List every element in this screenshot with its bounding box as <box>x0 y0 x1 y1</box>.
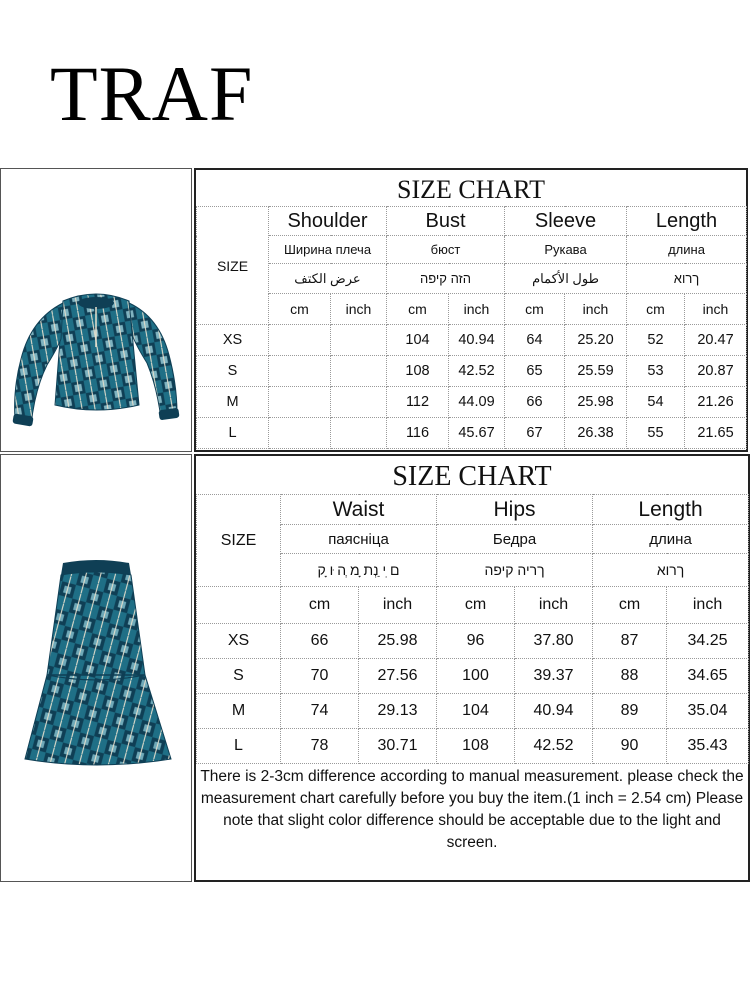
size-cell: L <box>197 418 269 449</box>
measurement-note: There is 2-3cm difference according to manual measurement. please check the measurement chart carefully before you buy the item.(1 inch = 2.54 cm) Please note that slight color difference should be acceptable due to the light and screen. <box>200 768 744 851</box>
table-row <box>197 387 747 418</box>
col-header-length: Length <box>593 495 749 525</box>
table-row <box>197 356 747 387</box>
measurement-cell: 45.67 <box>449 418 505 449</box>
unit-cell: cm <box>281 587 359 624</box>
top-size-chart <box>194 168 748 452</box>
col-header-ru: длина <box>593 525 749 554</box>
table-row <box>197 325 747 356</box>
measurement-cell: 25.98 <box>565 387 627 418</box>
skirt-photo <box>0 454 192 882</box>
unit-cell: cm <box>437 587 515 624</box>
measurement-cell: 90 <box>593 729 667 764</box>
measurement-cell: 35.04 <box>667 694 749 729</box>
measurement-cell: 88 <box>593 659 667 694</box>
unit-cell: cm <box>593 587 667 624</box>
size-header: SIZE <box>197 207 269 325</box>
measurement-cell: 89 <box>593 694 667 729</box>
measurement-cell: 87 <box>593 624 667 659</box>
measurement-cell: 21.26 <box>685 387 747 418</box>
measurement-cell: 44.09 <box>449 387 505 418</box>
measurement-cell: 66 <box>281 624 359 659</box>
measurement-cell: 64 <box>505 325 565 356</box>
unit-cell: inch <box>667 587 749 624</box>
measurement-cell: 25.98 <box>359 624 437 659</box>
measurement-cell: 37.80 <box>515 624 593 659</box>
unit-cell: inch <box>449 294 505 325</box>
table-row <box>197 624 749 659</box>
top-size-table <box>196 206 747 449</box>
chart-title: SIZE CHART <box>397 175 545 204</box>
col-header-sleeve: Sleeve <box>505 207 627 236</box>
measurement-cell: 116 <box>387 418 449 449</box>
bottom-size-table <box>196 494 749 764</box>
unit-cell: inch <box>685 294 747 325</box>
bottom-size-chart <box>194 454 750 882</box>
measurement-cell: 100 <box>437 659 515 694</box>
col-header-ru: паясніца <box>281 525 437 554</box>
measurement-cell: 40.94 <box>449 325 505 356</box>
measurement-cell: 25.59 <box>565 356 627 387</box>
measurement-cell: 53 <box>627 356 685 387</box>
measurement-cell: 108 <box>387 356 449 387</box>
measurement-cell: 29.13 <box>359 694 437 729</box>
col-header-ru: длина <box>627 236 747 264</box>
measurement-cell: 70 <box>281 659 359 694</box>
measurement-cell: 42.52 <box>449 356 505 387</box>
measurement-cell: 78 <box>281 729 359 764</box>
col-header-shoulder: Shoulder <box>269 207 387 236</box>
measurement-cell: 65 <box>505 356 565 387</box>
measurement-cell: 66 <box>505 387 565 418</box>
size-cell: M <box>197 387 269 418</box>
col-header-ru: Бедра <box>437 525 593 554</box>
measurement-cell: 112 <box>387 387 449 418</box>
unit-cell: cm <box>387 294 449 325</box>
unit-cell: cm <box>505 294 565 325</box>
measurement-cell: 104 <box>387 325 449 356</box>
chart-title: SIZE CHART <box>392 461 552 492</box>
measurement-cell: 30.71 <box>359 729 437 764</box>
col-header-hips: Hips <box>437 495 593 525</box>
unit-cell: inch <box>515 587 593 624</box>
table-row <box>197 418 747 449</box>
blouse-section <box>0 168 750 452</box>
skirt-section <box>0 454 750 882</box>
measurement-cell: 25.20 <box>565 325 627 356</box>
unit-cell: cm <box>627 294 685 325</box>
measurement-cell <box>269 387 331 418</box>
measurement-cell: 74 <box>281 694 359 729</box>
measurement-cell <box>269 356 331 387</box>
unit-cell: inch <box>359 587 437 624</box>
size-cell: S <box>197 659 281 694</box>
col-header-alt: ךריה קיפה <box>437 554 593 587</box>
blouse-photo <box>0 168 192 452</box>
brand-logo: TRAF <box>50 50 254 137</box>
measurement-cell <box>269 418 331 449</box>
measurement-cell <box>331 325 387 356</box>
measurement-cell <box>331 418 387 449</box>
measurement-cell: 55 <box>627 418 685 449</box>
size-cell: XS <box>197 325 269 356</box>
col-header-alt: عرض الكتف <box>269 264 387 294</box>
table-row <box>197 729 749 764</box>
size-cell: L <box>197 729 281 764</box>
measurement-cell: 42.52 <box>515 729 593 764</box>
unit-cell: inch <box>331 294 387 325</box>
col-header-alt: ם ִי ַנְת ָמ ְה ּו ָק <box>281 554 437 587</box>
measurement-cell: 104 <box>437 694 515 729</box>
measurement-cell <box>331 387 387 418</box>
unit-cell: inch <box>565 294 627 325</box>
col-header-waist: Waist <box>281 495 437 525</box>
measurement-cell: 20.47 <box>685 325 747 356</box>
measurement-cell: 26.38 <box>565 418 627 449</box>
measurement-cell <box>269 325 331 356</box>
measurement-cell: 39.37 <box>515 659 593 694</box>
size-cell: M <box>197 694 281 729</box>
unit-cell: cm <box>269 294 331 325</box>
col-header-ru: Ширина плеча <box>269 236 387 264</box>
measurement-cell: 54 <box>627 387 685 418</box>
measurement-cell: 35.43 <box>667 729 749 764</box>
size-header: SIZE <box>197 495 281 587</box>
col-header-ru: бюст <box>387 236 505 264</box>
measurement-cell: 34.65 <box>667 659 749 694</box>
col-header-alt: ךרוא <box>627 264 747 294</box>
col-header-alt: طول الأكمام <box>505 264 627 294</box>
measurement-cell: 67 <box>505 418 565 449</box>
measurement-cell: 27.56 <box>359 659 437 694</box>
table-row <box>197 659 749 694</box>
table-row <box>197 694 749 729</box>
col-header-alt: ךרוא <box>593 554 749 587</box>
size-cell: S <box>197 356 269 387</box>
measurement-cell: 21.65 <box>685 418 747 449</box>
measurement-cell: 52 <box>627 325 685 356</box>
measurement-cell <box>331 356 387 387</box>
col-header-ru: Рукава <box>505 236 627 264</box>
size-cell: XS <box>197 624 281 659</box>
measurement-cell: 108 <box>437 729 515 764</box>
col-header-length: Length <box>627 207 747 236</box>
measurement-cell: 34.25 <box>667 624 749 659</box>
measurement-cell: 96 <box>437 624 515 659</box>
measurement-cell: 20.87 <box>685 356 747 387</box>
col-header-bust: Bust <box>387 207 505 236</box>
col-header-alt: הזה קיפה <box>387 264 505 294</box>
measurement-cell: 40.94 <box>515 694 593 729</box>
